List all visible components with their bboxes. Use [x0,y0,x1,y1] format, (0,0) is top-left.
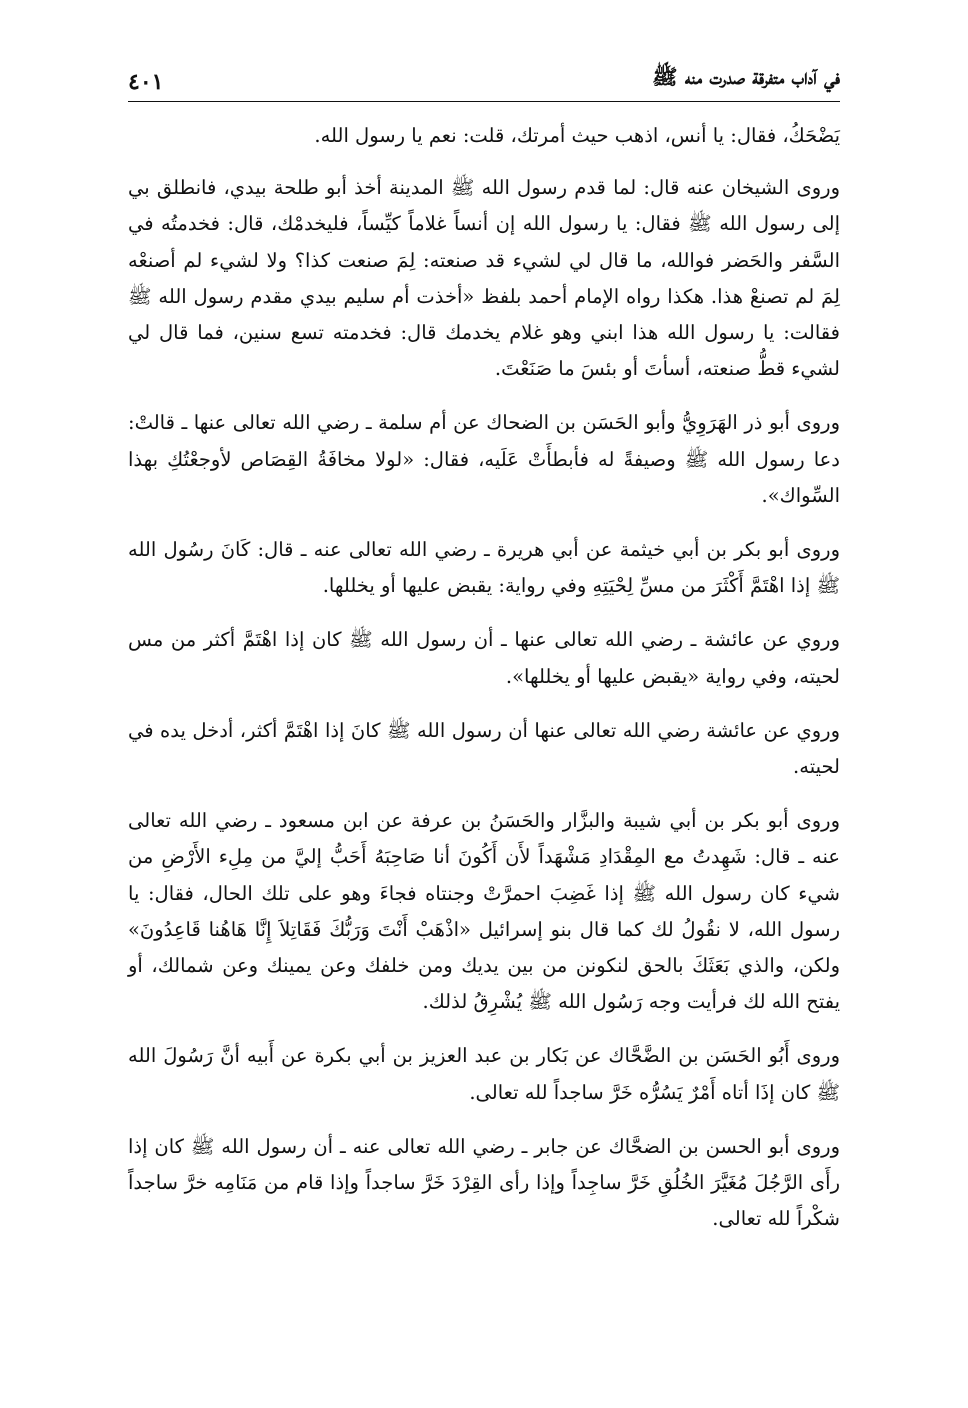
paragraph-5: وروي عن عائشة ـ رضي الله تعالى عنها ـ أن رسول الله ﷺ كان إذا اهْتَمَّ أكثر من مس لحيته، وفي رواية «يقبض عليها أو يخللها». [128,628,840,688]
paragraph-4: وروى أبو بكر بن أبي خيثمة عن أبي هريرة ـ رضي الله تعالى عنه ـ قال: كَانَ رسُول الله ﷺ إذا اهْتَمَّ أَكْثَرَ من مسِّ لِحْيَتِهِ وفي رواية: يقبض عليها أو يخللها. [128,538,840,598]
body-text [128,118,840,1255]
paragraph-1: يَضْحَكُ، فقال: يا أنس، اذهب حيث أمرتك، قلت: نعم يا رسول الله. [314,124,840,147]
paragraph-2: وروى الشيخان عنه قال: لما قدم رسول الله ﷺ المدينة أخذ أبو طلحة بيدي، فانطلق بي إلى رسول الله ﷺ فقال: يا رسول الله إن أنساً غلاماً كيِّساً، فليخدمْك، قال: فخدمتُه في السَّفر والحَضر فوالله، ما قال لي لشيء قد صنعته: لِمَ صنعت كذا؟ ولا لشيء لم أصنعْه لِمَ لم تصنعْ هذا. هكذا رواه الإمام أحمد بلفظ «أخذت أم سليم بيدي مقدم رسول الله ﷺ فقالت: يا رسول الله هذا ابني وهو غلام يخدمك قال: فخدمته تسع سنين، فما قال لي لشيء قطُّ صنعته، أسأتَ أو بئسَ ما صَنَعْتَ. [128,176,840,381]
paragraph-8: وروى أَبُو الحَسَن بن الضَّحَّاك عن بَكار بن عبد العزيز بن أبي بكرة عن أَبيه أنَّ رَسُولَ الله ﷺ كان إذَا أتاه أَمْرٌ يَسُرُّه خَرَّ ساجداً لله تعالى. [128,1044,840,1104]
page-number: ٤٠١ [128,69,164,95]
paragraph-6: وروي عن عائشة رضي الله تعالى عنها أن رسول الله ﷺ كانَ إذا اهْتَمَّ أكثر، أدخل يده في لحيته. [128,718,840,779]
paragraph-7: وروى أبو بكر بن أبي شيبة والبزَّار والحَسَنُ بن عرفة عن ابن مسعود ـ رضي الله تعالى عنه ـ قال: شَهِدتُ مع المِقْدَادِ مَشْهَداً لأَن أَكُونَ أنا صَاحِبَهُ أَحَبُّ إليَّ من مِلِء الأَرْضِ من شيء كان رسول الله ﷺ إذا غَضِبَ احمرَّتْ وجنتاه فجاءَ وهو على تلك الحال، فقال: يا رسول الله، لا نقُولُ لك كما قال بنو إسرائيل «اذْهَبْ أَنْتَ وَرَبُّكَ فَقَاتِلاَ إِنَّا هَاهُنا قَاعِدُونَ» ولكن، والذي بَعَثَكَ بالحق لنكونن من بين يديك ومن خلفك وعن يمينك وعن شمالك، أو يفتح الله لك فرأيت وجه رَسُول الله ﷺ يُشْرِقُ لذلك. [128,809,840,1014]
chapter-title: في آداب متفرقة صدرت منه ﷺ [652,64,840,89]
paragraph-3: وروى أبو ذر الهَرَوِيُّ وأبو الحَسَن بن الضحاك عن أم سلمة ـ رضي الله تعالى عنها ـ قالتْ: دعا رسول الله ﷺ وصيفةً له فأبطأَتْ عَلَيه، فقال: «لولا مخافَةُ القِصَاص لأوجعْتُكِ بهذا السِّواك». [128,411,840,507]
running-header [128,58,840,102]
paragraph-9: وروى أبو الحسن بن الضحَّاك عن جابر ـ رضي الله تعالى عنه ـ أن رسول الله ﷺ كان إذا رأَى الرَّجُلَ مُغَيَّرَ الخُلُقِ خَرَّ ساجِداً وإذا رأى القِرْدَ خَرَّ ساجداً وإذا قام من مَنَامِه خرَّ ساجداً شكْراً لله تعالى. [128,1134,840,1231]
